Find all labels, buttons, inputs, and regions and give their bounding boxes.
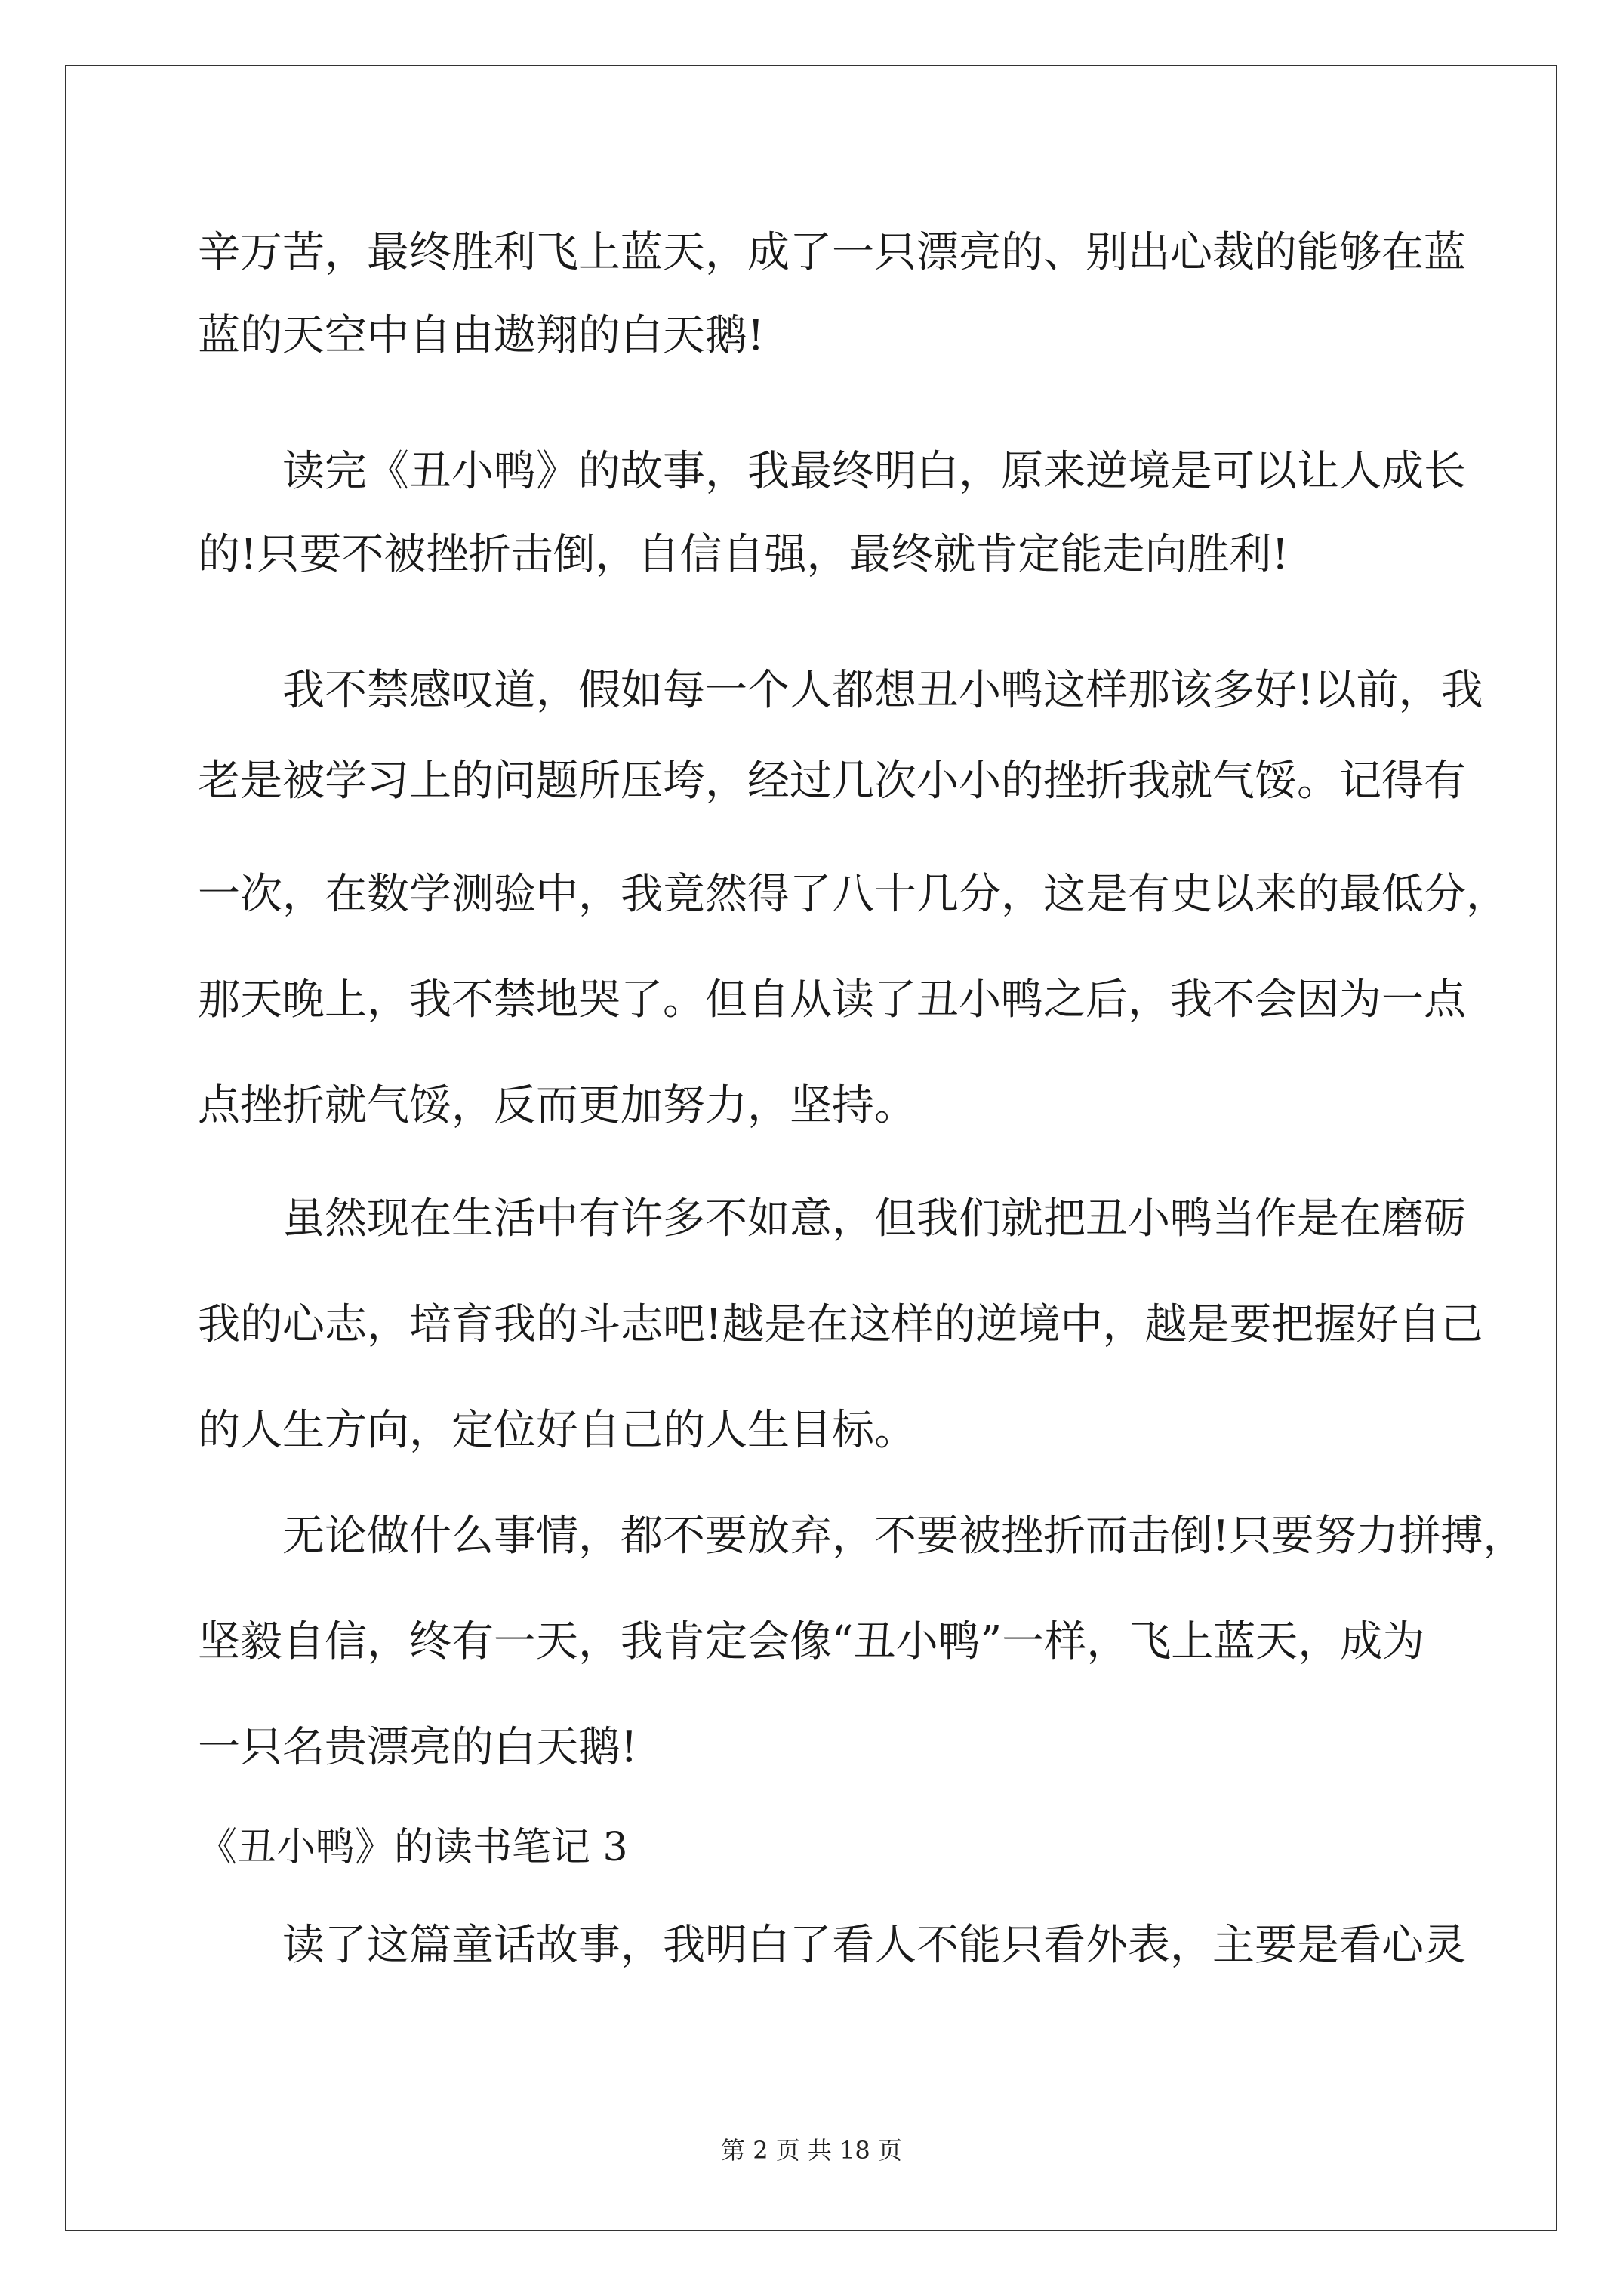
text-line: 一次，在数学测验中，我竟然得了八十几分，这是有史以来的最低分， — [198, 870, 1508, 919]
paragraph-start-line: 虽然现在生活中有许多不如意，但我们就把丑小鸭当作是在磨砺 — [282, 1194, 1466, 1244]
text-line: 我的心志，培育我的斗志吧!越是在这样的逆境中，越是要把握好自己 — [198, 1300, 1483, 1349]
section-heading: 《丑小鸭》的读书笔记 3 — [198, 1825, 628, 1870]
paragraph-start-line: 读完《丑小鸭》的故事，我最终明白，原来逆境是可以让人成长 — [282, 447, 1466, 496]
text-line: 的!只要不被挫折击倒，自信自强，最终就肯定能走向胜利! — [198, 530, 1289, 579]
paragraph-start-line: 读了这篇童话故事，我明白了看人不能只看外表，主要是看心灵 — [282, 1921, 1466, 1970]
paragraph-start-line: 我不禁感叹道，假如每一个人都想丑小鸭这样那该多好!以前，我 — [282, 666, 1483, 715]
text-line: 老是被学习上的问题所压垮，经过几次小小的挫折我就气馁。记得有 — [198, 757, 1466, 806]
text-line: 一只名贵漂亮的白天鹅! — [198, 1723, 638, 1772]
text-line: 点挫折就气馁，反而更加努力，坚持。 — [198, 1081, 916, 1130]
text-line: 的人生方向，定位好自己的人生目标。 — [198, 1406, 916, 1455]
text-line: 蓝的天空中自由遨翔的白天鹅! — [198, 311, 765, 360]
page-border — [65, 65, 1557, 2231]
page-footer: 第 2 页 共 18 页 — [721, 2136, 902, 2165]
text-line: 辛万苦，最终胜利飞上蓝天，成了一只漂亮的、别出心裁的能够在蓝 — [198, 228, 1466, 277]
text-line: 坚毅自信，终有一天，我肯定会像“丑小鸭”一样，飞上蓝天，成为 — [198, 1617, 1425, 1666]
text-line: 那天晚上，我不禁地哭了。但自从读了丑小鸭之后，我不会因为一点 — [198, 975, 1466, 1025]
paragraph-start-line: 无论做什么事情，都不要放弃，不要被挫折而击倒!只要努力拼搏， — [282, 1512, 1526, 1561]
